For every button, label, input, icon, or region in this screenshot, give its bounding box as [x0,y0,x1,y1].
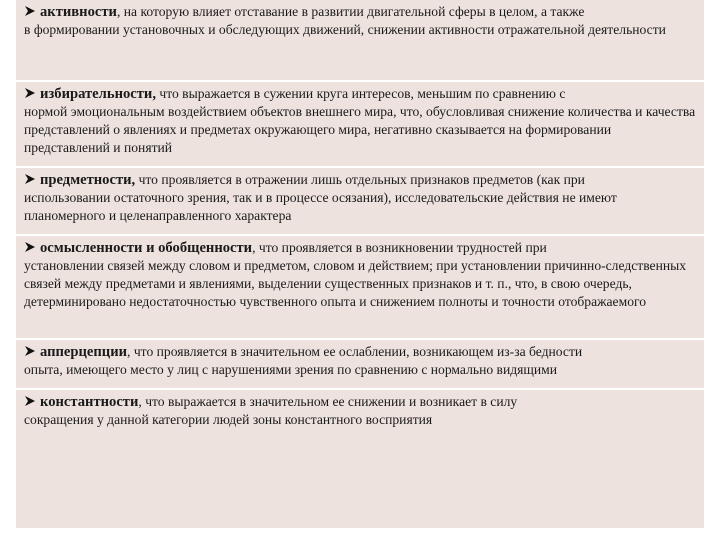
item-continuation: в формировании установочных и обследующих движений, снижении активности отражательной деятельности [24,22,666,37]
item-term: апперцепции [40,344,128,360]
bullet-arrow-icon [24,87,36,99]
item-continuation: использовании остаточного зрения, так и в процессе осязания), исследовательские действия не имеют планомерного и целенаправленного характера [24,190,617,223]
content-panel [16,0,704,528]
list-item [16,80,704,166]
bullet-arrow-icon [24,241,36,253]
item-text: , что проявляется в возникновении трудностей при [252,240,547,255]
list-item [16,388,704,528]
item-term: предметности, [40,172,136,188]
item-text: , что проявляется в значительном ее ослаблении, возникающем из-за бедности [127,344,583,359]
item-text: , на которую влияет отставание в развитии двигательной сферы в целом, а также [116,4,585,19]
item-continuation: опыта, имеющего место у лиц с нарушениями зрения по сравнению с нормально видящими [24,362,558,377]
item-term: избирательности, [40,86,156,102]
item-term: активности [40,4,117,20]
item-text: что проявляется в отражении лишь отдельных признаков предметов (как при [135,172,585,187]
list-item [16,0,704,80]
item-continuation: нормой эмоциональным воздействием объектов внешнего мира, что, обусловливая снижение количества и качества представлений о явлениях и предметах окружающего мира, негативно сказывается на формировании представлений и понятий [24,104,696,155]
bullet-arrow-icon [24,345,36,357]
item-term: осмысленности и обобщенности [40,240,253,256]
item-text: , что выражается в значительном ее снижении и возникает в силу [138,394,518,409]
bullet-arrow-icon [24,395,36,407]
item-continuation: установлении связей между словом и предметом, словом и действием; при установлении причинно-следственных связей между предметами и явлениями, выделении существенных признаков и т. п., что, в свою очередь, детерминировано недостаточностью чувственного опыта и снижением полноты и точности отображаемого [24,258,687,309]
item-term: константности [40,394,139,410]
bullet-arrow-icon [24,173,36,185]
list-item [16,338,704,388]
item-text: что выражается в сужении круга интересов, меньшим по сравнению с [155,86,566,101]
bullet-arrow-icon [24,5,36,17]
list-item [16,234,704,338]
list-item [16,166,704,234]
item-continuation: сокращения у данной категории людей зоны константного восприятия [24,412,433,427]
